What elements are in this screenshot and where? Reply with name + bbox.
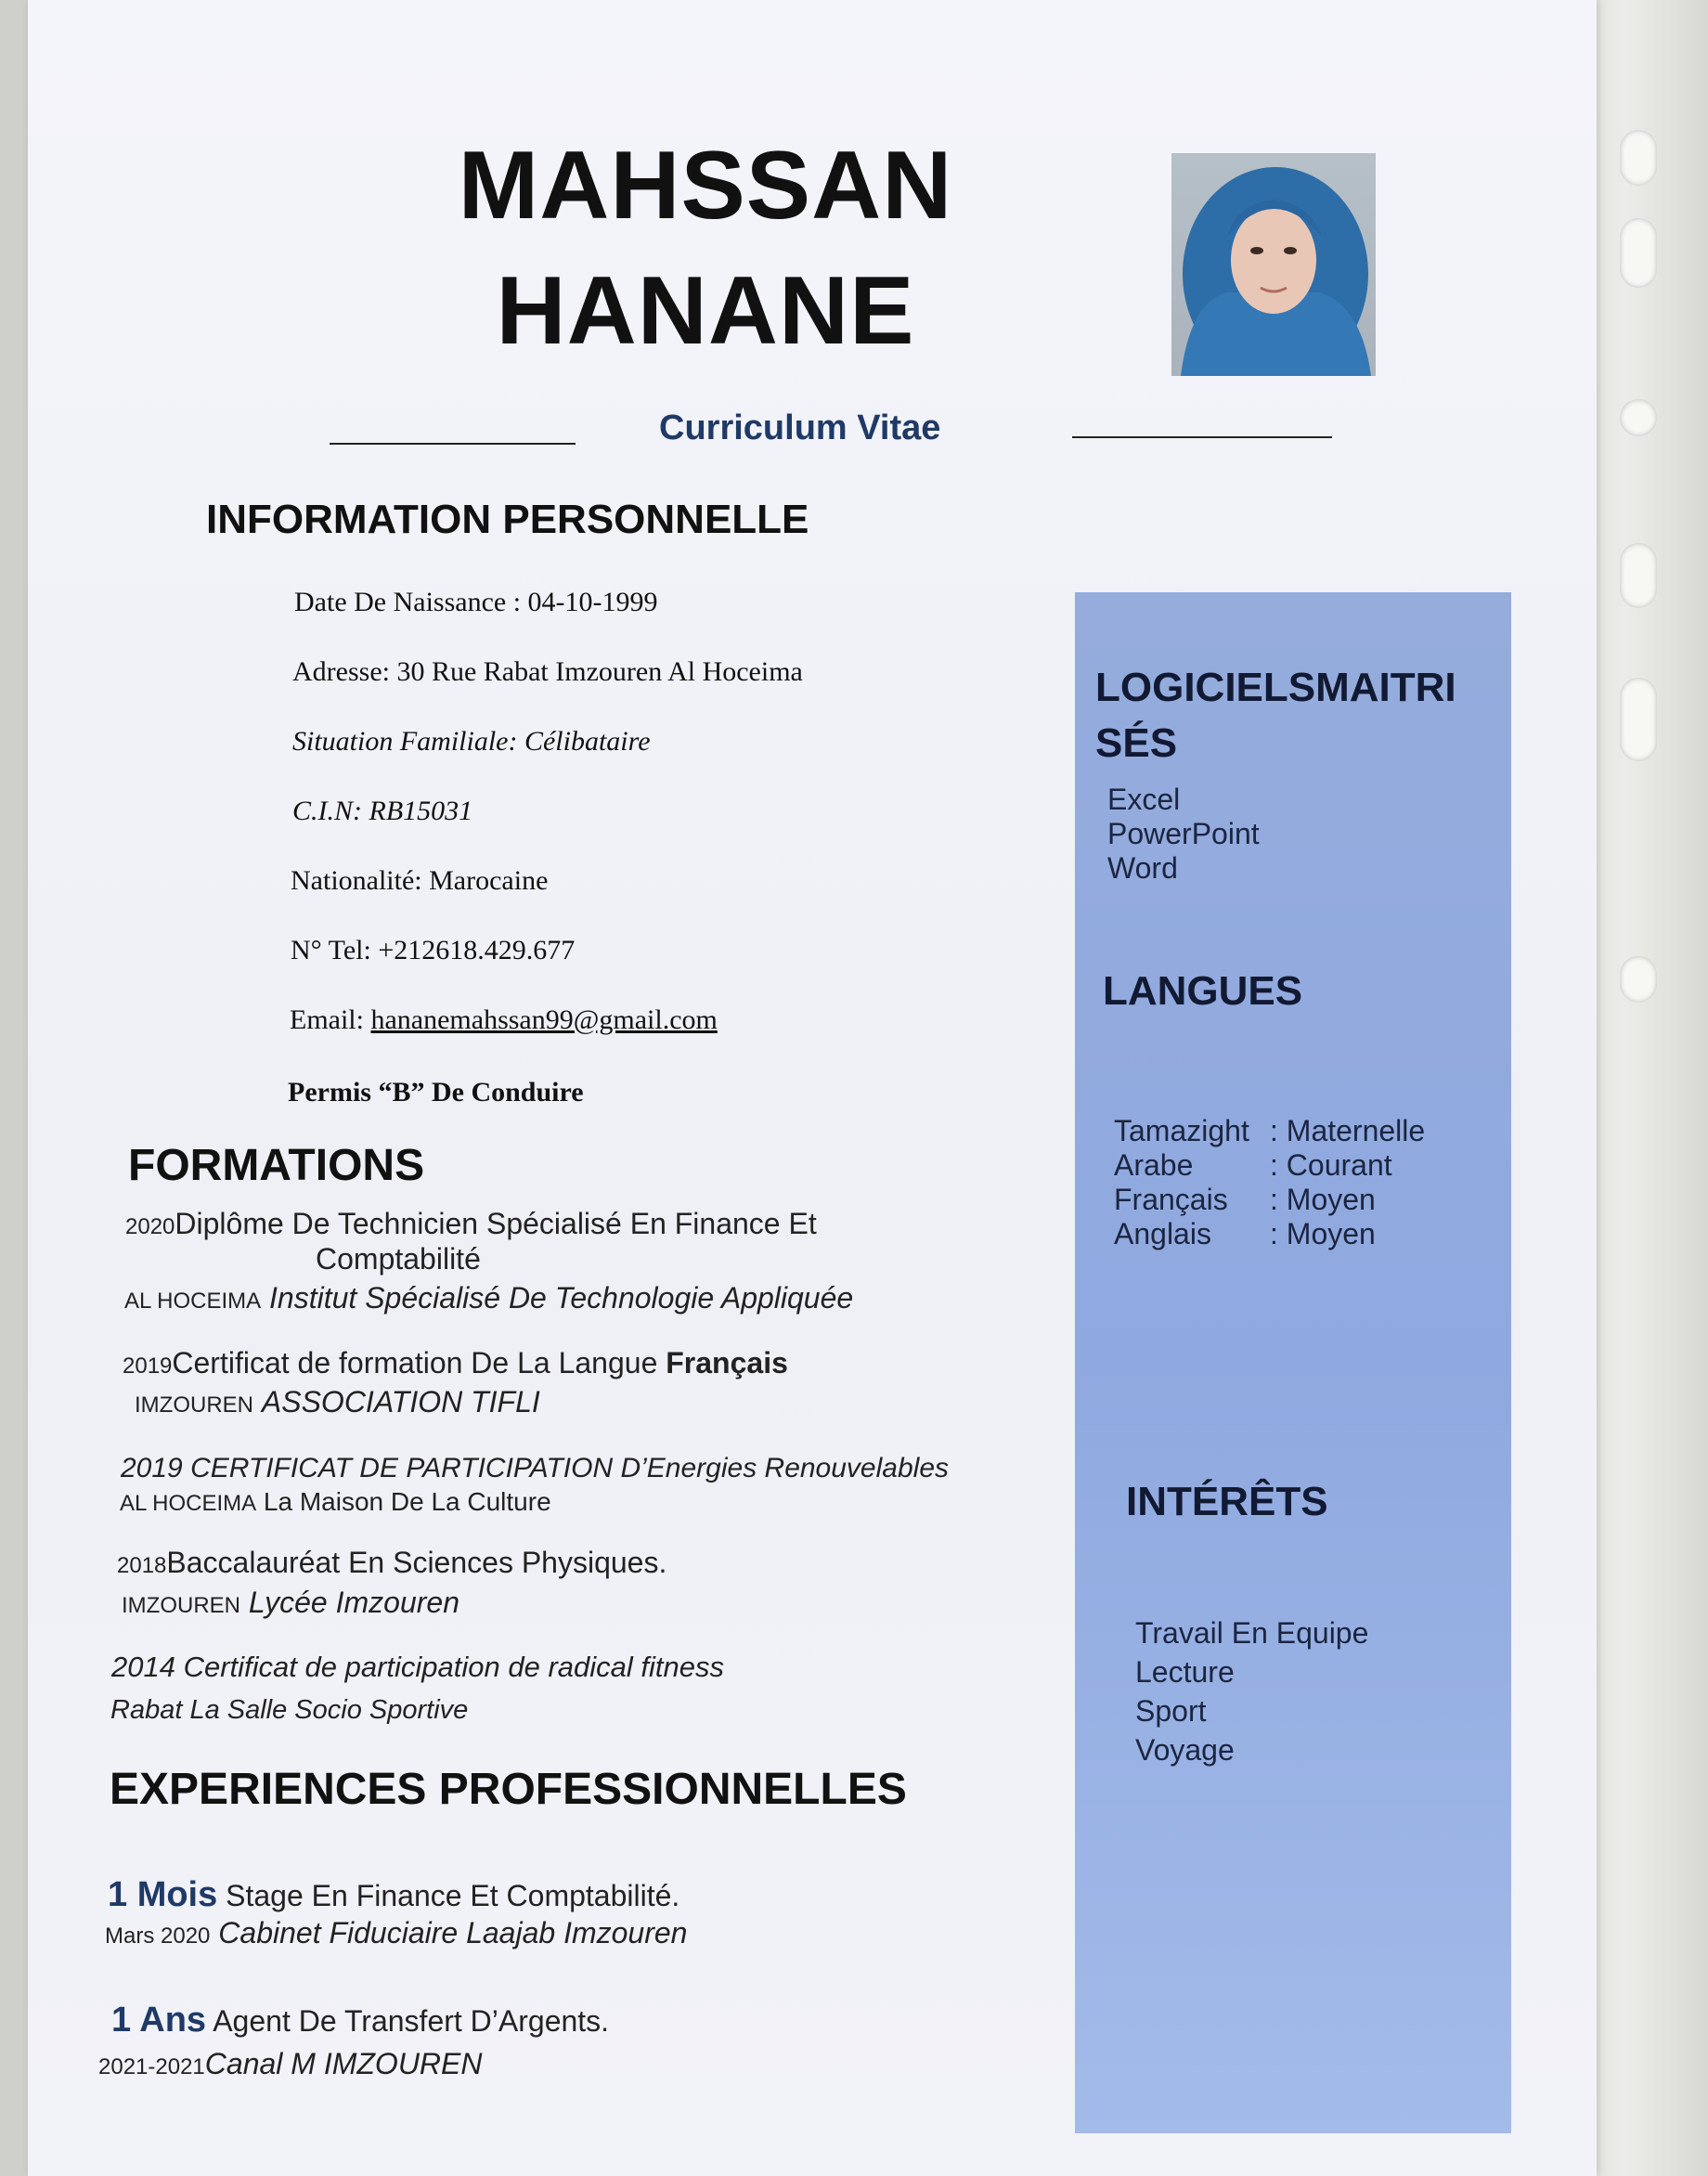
experience-title: Agent De Transfert D’Argents. bbox=[206, 2004, 610, 2038]
interest-item: Travail En Equipe bbox=[1135, 1616, 1369, 1650]
formation-2019-a bbox=[123, 1346, 788, 1380]
formation-year: 2014 bbox=[111, 1651, 175, 1683]
language-level: : Moyen bbox=[1270, 1217, 1376, 1250]
binder-hole bbox=[1620, 399, 1657, 436]
formation-title-bold: Français bbox=[666, 1346, 788, 1379]
formation-2019-a-school bbox=[135, 1385, 540, 1419]
software-heading-line: SÉS bbox=[1095, 720, 1178, 766]
experience-duration: 1 Mois bbox=[108, 1875, 218, 1914]
language-level: : Courant bbox=[1270, 1148, 1392, 1182]
experiences-heading: EXPERIENCES PROFESSIONNELLES bbox=[110, 1765, 907, 1814]
software-item: Excel bbox=[1107, 783, 1181, 816]
formation-year: 2018 bbox=[117, 1553, 167, 1578]
formation-place: AL HOCEIMA bbox=[124, 1289, 262, 1314]
languages-list bbox=[1114, 1114, 1425, 1251]
formation-title: Baccalauréat En Sciences Physiques. bbox=[166, 1546, 667, 1579]
formation-year: 2019 bbox=[123, 1354, 173, 1379]
languages-heading: LANGUES bbox=[1103, 968, 1303, 1014]
experience-date: Mars 2020 bbox=[105, 1923, 211, 1949]
formation-place: Rabat bbox=[110, 1695, 183, 1725]
profile-photo bbox=[1171, 153, 1376, 376]
formation-place: AL HOCEIMA bbox=[120, 1491, 257, 1516]
formation-title-cont: Comptabilité bbox=[316, 1242, 481, 1276]
formation-school: La Salle Socio Sportive bbox=[189, 1695, 469, 1725]
name-line-2: HANANE bbox=[496, 257, 915, 365]
cv-title: Curriculum Vitae bbox=[659, 408, 941, 447]
formation-year: 2019 bbox=[121, 1453, 183, 1483]
formation-school: La Maison De La Culture bbox=[263, 1487, 551, 1516]
formation-2020-school bbox=[124, 1281, 853, 1315]
software-list bbox=[1107, 783, 1260, 886]
formation-place: IMZOUREN bbox=[122, 1593, 240, 1618]
formation-2018-school bbox=[122, 1586, 459, 1620]
address: Adresse: 30 Rue Rabat Imzouren Al Hoceima bbox=[292, 656, 803, 687]
title-rule-left bbox=[330, 443, 576, 445]
language-name: Tamazight bbox=[1114, 1114, 1249, 1147]
language-level: : Maternelle bbox=[1270, 1114, 1426, 1147]
dob: Date De Naissance : 04-10-1999 bbox=[294, 587, 658, 617]
formation-title: Diplôme De Technicien Spécialisé En Finance Et bbox=[175, 1207, 817, 1240]
language-row bbox=[1114, 1183, 1425, 1217]
formation-2014 bbox=[111, 1651, 724, 1684]
language-row bbox=[1114, 1148, 1425, 1183]
formation-year: 2020 bbox=[125, 1214, 175, 1239]
title-rule-right bbox=[1072, 436, 1332, 438]
formation-2014-school bbox=[110, 1695, 468, 1726]
interest-item: Lecture bbox=[1135, 1655, 1235, 1689]
interests-heading: INTÉRÊTS bbox=[1126, 1479, 1328, 1524]
cin: C.I.N: RB15031 bbox=[292, 796, 473, 826]
language-level: : Moyen bbox=[1270, 1183, 1376, 1216]
driving-permit: Permis “B” De Conduire bbox=[288, 1077, 584, 1107]
formation-2019-b-school bbox=[120, 1487, 551, 1517]
interest-item: Voyage bbox=[1135, 1733, 1235, 1767]
cv-page bbox=[28, 0, 1597, 2176]
email-label: Email: bbox=[290, 1004, 371, 1035]
email-row bbox=[290, 1004, 718, 1036]
sidebar-panel bbox=[1075, 592, 1511, 2133]
software-item: PowerPoint bbox=[1107, 817, 1260, 850]
formation-title: Certificat de formation De La Langue bbox=[172, 1346, 666, 1379]
language-name: Anglais bbox=[1114, 1217, 1211, 1250]
binder-hole bbox=[1620, 678, 1657, 761]
binder-hole bbox=[1620, 543, 1657, 608]
formation-place: IMZOUREN bbox=[135, 1392, 253, 1418]
formation-title: Certificat de participation de radical fitness bbox=[175, 1651, 724, 1683]
formation-2019-b bbox=[121, 1453, 949, 1484]
experience-title: Stage En Finance Et Comptabilité. bbox=[217, 1879, 680, 1912]
software-heading-line: LOGICIELSMAITRI bbox=[1095, 665, 1456, 710]
formation-2020 bbox=[125, 1207, 817, 1241]
software-heading bbox=[1095, 665, 1456, 767]
formation-school: ASSOCIATION TIFLI bbox=[261, 1385, 540, 1418]
experience-date: 2021-2021 bbox=[98, 2054, 205, 2079]
name-line-1: MAHSSAN bbox=[458, 132, 953, 240]
phone: N° Tel: +212618.429.677 bbox=[291, 935, 576, 965]
formations-heading: FORMATIONS bbox=[128, 1141, 425, 1190]
experience-duration: 1 Ans bbox=[111, 2001, 207, 2040]
experience-1 bbox=[108, 1875, 679, 1915]
binder-hole bbox=[1620, 956, 1657, 1003]
language-name: Arabe bbox=[1114, 1148, 1194, 1182]
binder-hole bbox=[1620, 130, 1657, 186]
language-row bbox=[1114, 1217, 1425, 1251]
language-name: Français bbox=[1114, 1183, 1228, 1216]
formation-school: Institut Spécialisé De Technologie Appliquée bbox=[269, 1281, 854, 1315]
experience-2 bbox=[111, 2001, 609, 2040]
language-row bbox=[1114, 1114, 1425, 1148]
interests-list bbox=[1135, 1613, 1368, 1769]
experience-2-company bbox=[98, 2047, 482, 2081]
experience-company: Canal M IMZOUREN bbox=[204, 2047, 483, 2080]
marital-status: Situation Familiale: Célibataire bbox=[292, 726, 651, 757]
experience-1-company bbox=[105, 1916, 687, 1950]
formation-2018 bbox=[117, 1546, 666, 1580]
formation-school: Lycée Imzouren bbox=[248, 1586, 459, 1619]
formation-title: CERTIFICAT DE PARTICIPATION D’Energies Renouvelables bbox=[182, 1453, 949, 1483]
binder-hole bbox=[1620, 218, 1657, 288]
software-item: Word bbox=[1107, 851, 1178, 885]
email-link[interactable]: hananemahssan99@gmail.com bbox=[370, 1004, 718, 1035]
personal-info-heading: INFORMATION PERSONNELLE bbox=[206, 497, 809, 542]
experience-company: Cabinet Fiduciaire Laajab Imzouren bbox=[218, 1916, 688, 1949]
interest-item: Sport bbox=[1135, 1694, 1207, 1728]
nationality: Nationalité: Marocaine bbox=[291, 865, 549, 896]
